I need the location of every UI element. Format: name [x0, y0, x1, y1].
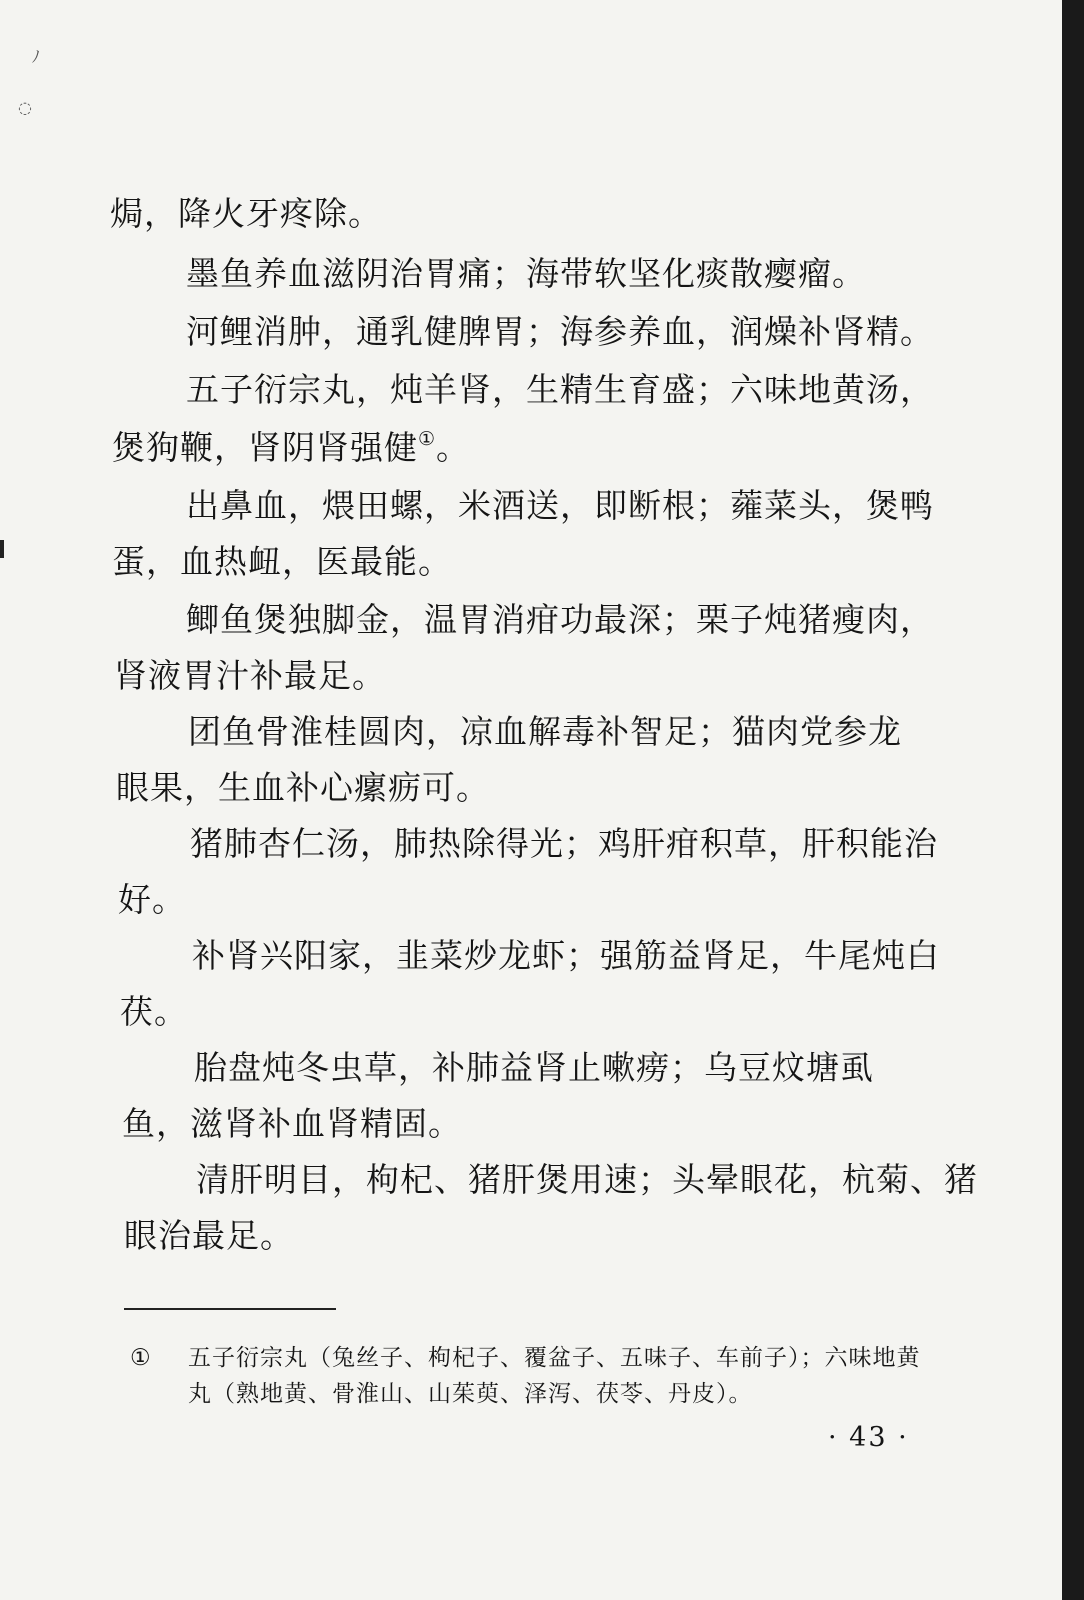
- scan-speck: ◌: [18, 98, 32, 117]
- text-line: 好。: [118, 880, 186, 919]
- text-line: 猪肺杏仁汤，肺热除得光；鸡肝疳积草，肝积能治: [190, 824, 938, 863]
- text-line: 肾液胃汁补最足。: [114, 656, 386, 695]
- text-line: 团鱼骨淮桂圆肉，凉血解毒补智足；猫肉党参龙: [188, 712, 902, 751]
- footnote-separator: [124, 1308, 336, 1310]
- text-line-part: 。: [436, 428, 471, 467]
- text-line: 鱼，滋肾补血肾精固。: [122, 1104, 462, 1143]
- text-line: 眼治最足。: [124, 1216, 294, 1255]
- text-line: 墨鱼养血滋阴治胃痛；海带软坚化痰散瘿瘤。: [186, 254, 866, 293]
- scan-edge-right: [1062, 0, 1084, 1600]
- text-line-part: 煲狗鞭，肾阴肾强健: [112, 428, 418, 467]
- text-line: 清肝明目，枸杞、猪肝煲用速；头晕眼花，杭菊、猪: [196, 1160, 978, 1199]
- footnote-reference: ①: [418, 428, 437, 450]
- footnote: [130, 1340, 921, 1412]
- text-line: 补肾兴阳家，韭菜炒龙虾；强筋益肾足，牛尾炖白: [192, 936, 940, 975]
- text-line: 五子衍宗丸，炖羊肾，生精生育盛；六味地黄汤，: [186, 370, 934, 409]
- text-line: 茯。: [120, 992, 188, 1031]
- page-number: · 43 ·: [828, 1422, 909, 1453]
- text-line: 河鲤消肿，通乳健脾胃；海参养血，润燥补肾精。: [186, 312, 934, 351]
- text-line: [112, 428, 470, 468]
- text-line: 焗，降火牙疼除。: [110, 194, 382, 233]
- footnote-line: [130, 1340, 921, 1376]
- text-line: 眼果，生血补心瘰疬可。: [116, 768, 490, 807]
- text-line: 鲫鱼煲独脚金，温胃消疳功最深；栗子炖猪瘦肉，: [186, 600, 934, 639]
- text-line: 蛋，血热衄，医最能。: [112, 542, 452, 581]
- text-line: 出鼻血，煨田螺，米酒送，即断根；蕹菜头，煲鸭: [186, 486, 934, 525]
- scan-edge-mark: [0, 540, 4, 558]
- footnote-line: 丸（熟地黄、骨淮山、山茱萸、泽泻、茯苓、丹皮）。: [188, 1381, 753, 1407]
- scan-speck: ﾉ: [32, 47, 41, 66]
- footnote-marker: ①: [130, 1345, 152, 1371]
- footnote-text: 五子衍宗丸（兔丝子、枸杞子、覆盆子、五味子、车前子）；六味地黄: [188, 1345, 921, 1371]
- text-line: 胎盘炖冬虫草，补肺益肾止嗽痨；乌豆炆塘虱: [194, 1048, 874, 1087]
